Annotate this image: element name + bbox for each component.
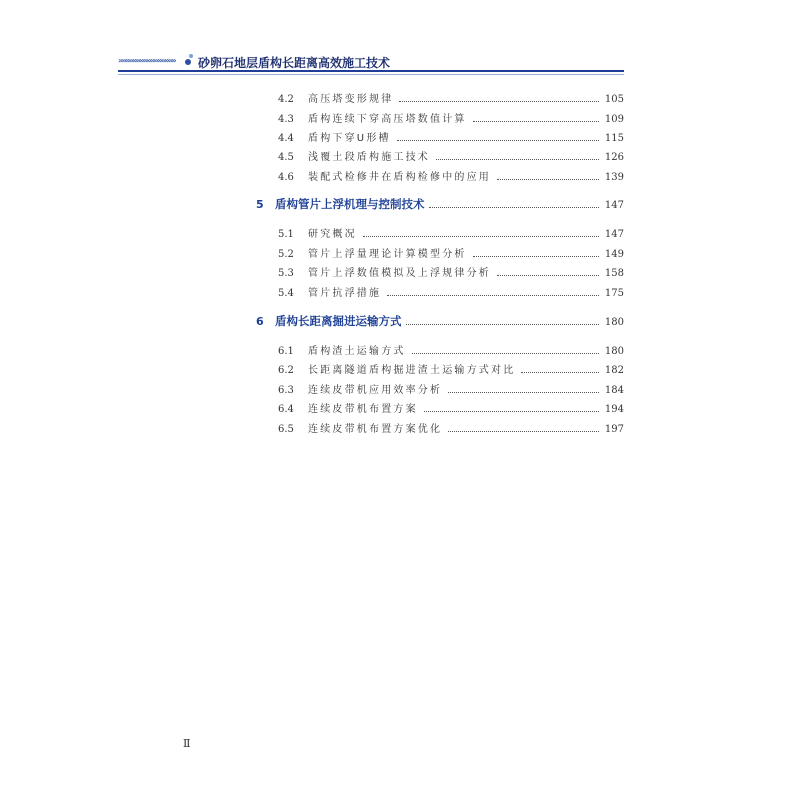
page-reference: 149 xyxy=(604,249,624,260)
section-title: 管片上浮量理论计算模型分析 xyxy=(308,249,467,260)
section-number: 6.4 xyxy=(278,404,294,415)
page-reference: 182 xyxy=(604,365,624,376)
section-title: 浅覆土段盾构施工技术 xyxy=(308,152,430,163)
section-number: 4.4 xyxy=(278,133,294,144)
dot-leader xyxy=(397,139,599,141)
page-reference: 109 xyxy=(604,114,624,125)
section-number: 6.3 xyxy=(278,385,294,396)
section-title: 连续皮带机布置方案优化 xyxy=(308,424,443,435)
page-reference: 158 xyxy=(604,268,624,279)
toc-entry[interactable] xyxy=(278,264,624,280)
page-reference: 147 xyxy=(604,200,624,211)
section-title: 盾构下穿U形槽 xyxy=(308,133,391,144)
page-reference: 197 xyxy=(604,424,624,435)
dot-leader xyxy=(497,178,599,180)
chapter-number: 5 xyxy=(256,198,264,211)
toc-entry[interactable] xyxy=(278,90,624,106)
chapter-number: 6 xyxy=(256,315,264,328)
section-title: 盾构连续下穿高压塔数值计算 xyxy=(308,114,467,125)
header-rule xyxy=(118,70,624,72)
toc-entry[interactable] xyxy=(278,148,624,164)
page-reference: 180 xyxy=(604,317,624,328)
dot-leader xyxy=(412,352,599,354)
section-number: 5.4 xyxy=(278,288,294,299)
dot-leader xyxy=(406,323,599,325)
chapter-title: 盾构管片上浮机理与控制技术 xyxy=(275,197,425,211)
section-title: 连续皮带机应用效率分析 xyxy=(308,385,443,396)
toc-chapter-entry[interactable] xyxy=(256,196,624,214)
dots-ornament-icon xyxy=(184,54,196,70)
page-reference: 147 xyxy=(604,229,624,240)
dot-leader xyxy=(363,235,599,237)
dot-leader xyxy=(521,371,599,373)
section-title: 长距离隧道盾构掘进渣土运输方式对比 xyxy=(308,365,516,376)
section-title: 装配式检修井在盾构检修中的应用 xyxy=(308,172,491,183)
toc-entry[interactable] xyxy=(278,168,624,184)
section-number: 6.1 xyxy=(278,346,294,357)
section-number: 6.5 xyxy=(278,424,294,435)
toc-entry[interactable] xyxy=(278,284,624,300)
toc-chapter-entry[interactable] xyxy=(256,313,624,331)
dot-leader xyxy=(448,430,599,432)
section-number: 5.3 xyxy=(278,268,294,279)
small-dot xyxy=(189,54,193,58)
section-title: 连续皮带机布置方案 xyxy=(308,404,418,415)
section-number: 6.2 xyxy=(278,365,294,376)
book-title: 砂卵石地层盾构长距离高效施工技术 xyxy=(198,56,391,70)
header-rule-secondary xyxy=(118,74,624,75)
page-reference: 184 xyxy=(604,385,624,396)
page-reference: 194 xyxy=(604,404,624,415)
dot-leader xyxy=(424,410,599,412)
chevron-decoration-icon: »»»»»»»»»»»»»»»» xyxy=(118,56,176,65)
toc-entry[interactable] xyxy=(278,420,624,436)
page-number: Ⅱ xyxy=(183,737,191,750)
toc-entry[interactable] xyxy=(278,245,624,261)
toc-entry[interactable] xyxy=(278,381,624,397)
dot-leader xyxy=(399,100,599,102)
toc-entry[interactable] xyxy=(278,110,624,126)
dot-leader xyxy=(387,294,599,296)
section-number: 4.6 xyxy=(278,172,294,183)
section-title: 管片上浮数值模拟及上浮规律分析 xyxy=(308,268,491,279)
section-title: 管片抗浮措施 xyxy=(308,288,382,299)
section-number: 4.2 xyxy=(278,94,294,105)
large-dot xyxy=(185,59,191,65)
section-number: 5.1 xyxy=(278,229,294,240)
section-number: 4.3 xyxy=(278,114,294,125)
page-reference: 175 xyxy=(604,288,624,299)
dot-leader xyxy=(448,391,599,393)
page-reference: 126 xyxy=(604,152,624,163)
section-number: 4.5 xyxy=(278,152,294,163)
dot-leader xyxy=(429,206,599,208)
section-title: 高压塔变形规律 xyxy=(308,94,394,105)
section-number: 5.2 xyxy=(278,249,294,260)
dot-leader xyxy=(497,274,599,276)
page-reference: 139 xyxy=(604,172,624,183)
running-header xyxy=(118,54,626,74)
section-title: 研究概况 xyxy=(308,229,357,240)
page-reference: 105 xyxy=(604,94,624,105)
toc-entry[interactable] xyxy=(278,400,624,416)
section-title: 盾构渣土运输方式 xyxy=(308,346,406,357)
toc-entry[interactable] xyxy=(278,129,624,145)
dot-leader xyxy=(436,158,599,160)
toc-entry[interactable] xyxy=(278,342,624,358)
toc-entry[interactable] xyxy=(278,225,624,241)
page-reference: 180 xyxy=(604,346,624,357)
dot-leader xyxy=(473,120,599,122)
toc-entry[interactable] xyxy=(278,361,624,377)
chapter-title: 盾构长距离掘进运输方式 xyxy=(275,314,402,328)
page-reference: 115 xyxy=(604,133,624,144)
dot-leader xyxy=(473,255,599,257)
